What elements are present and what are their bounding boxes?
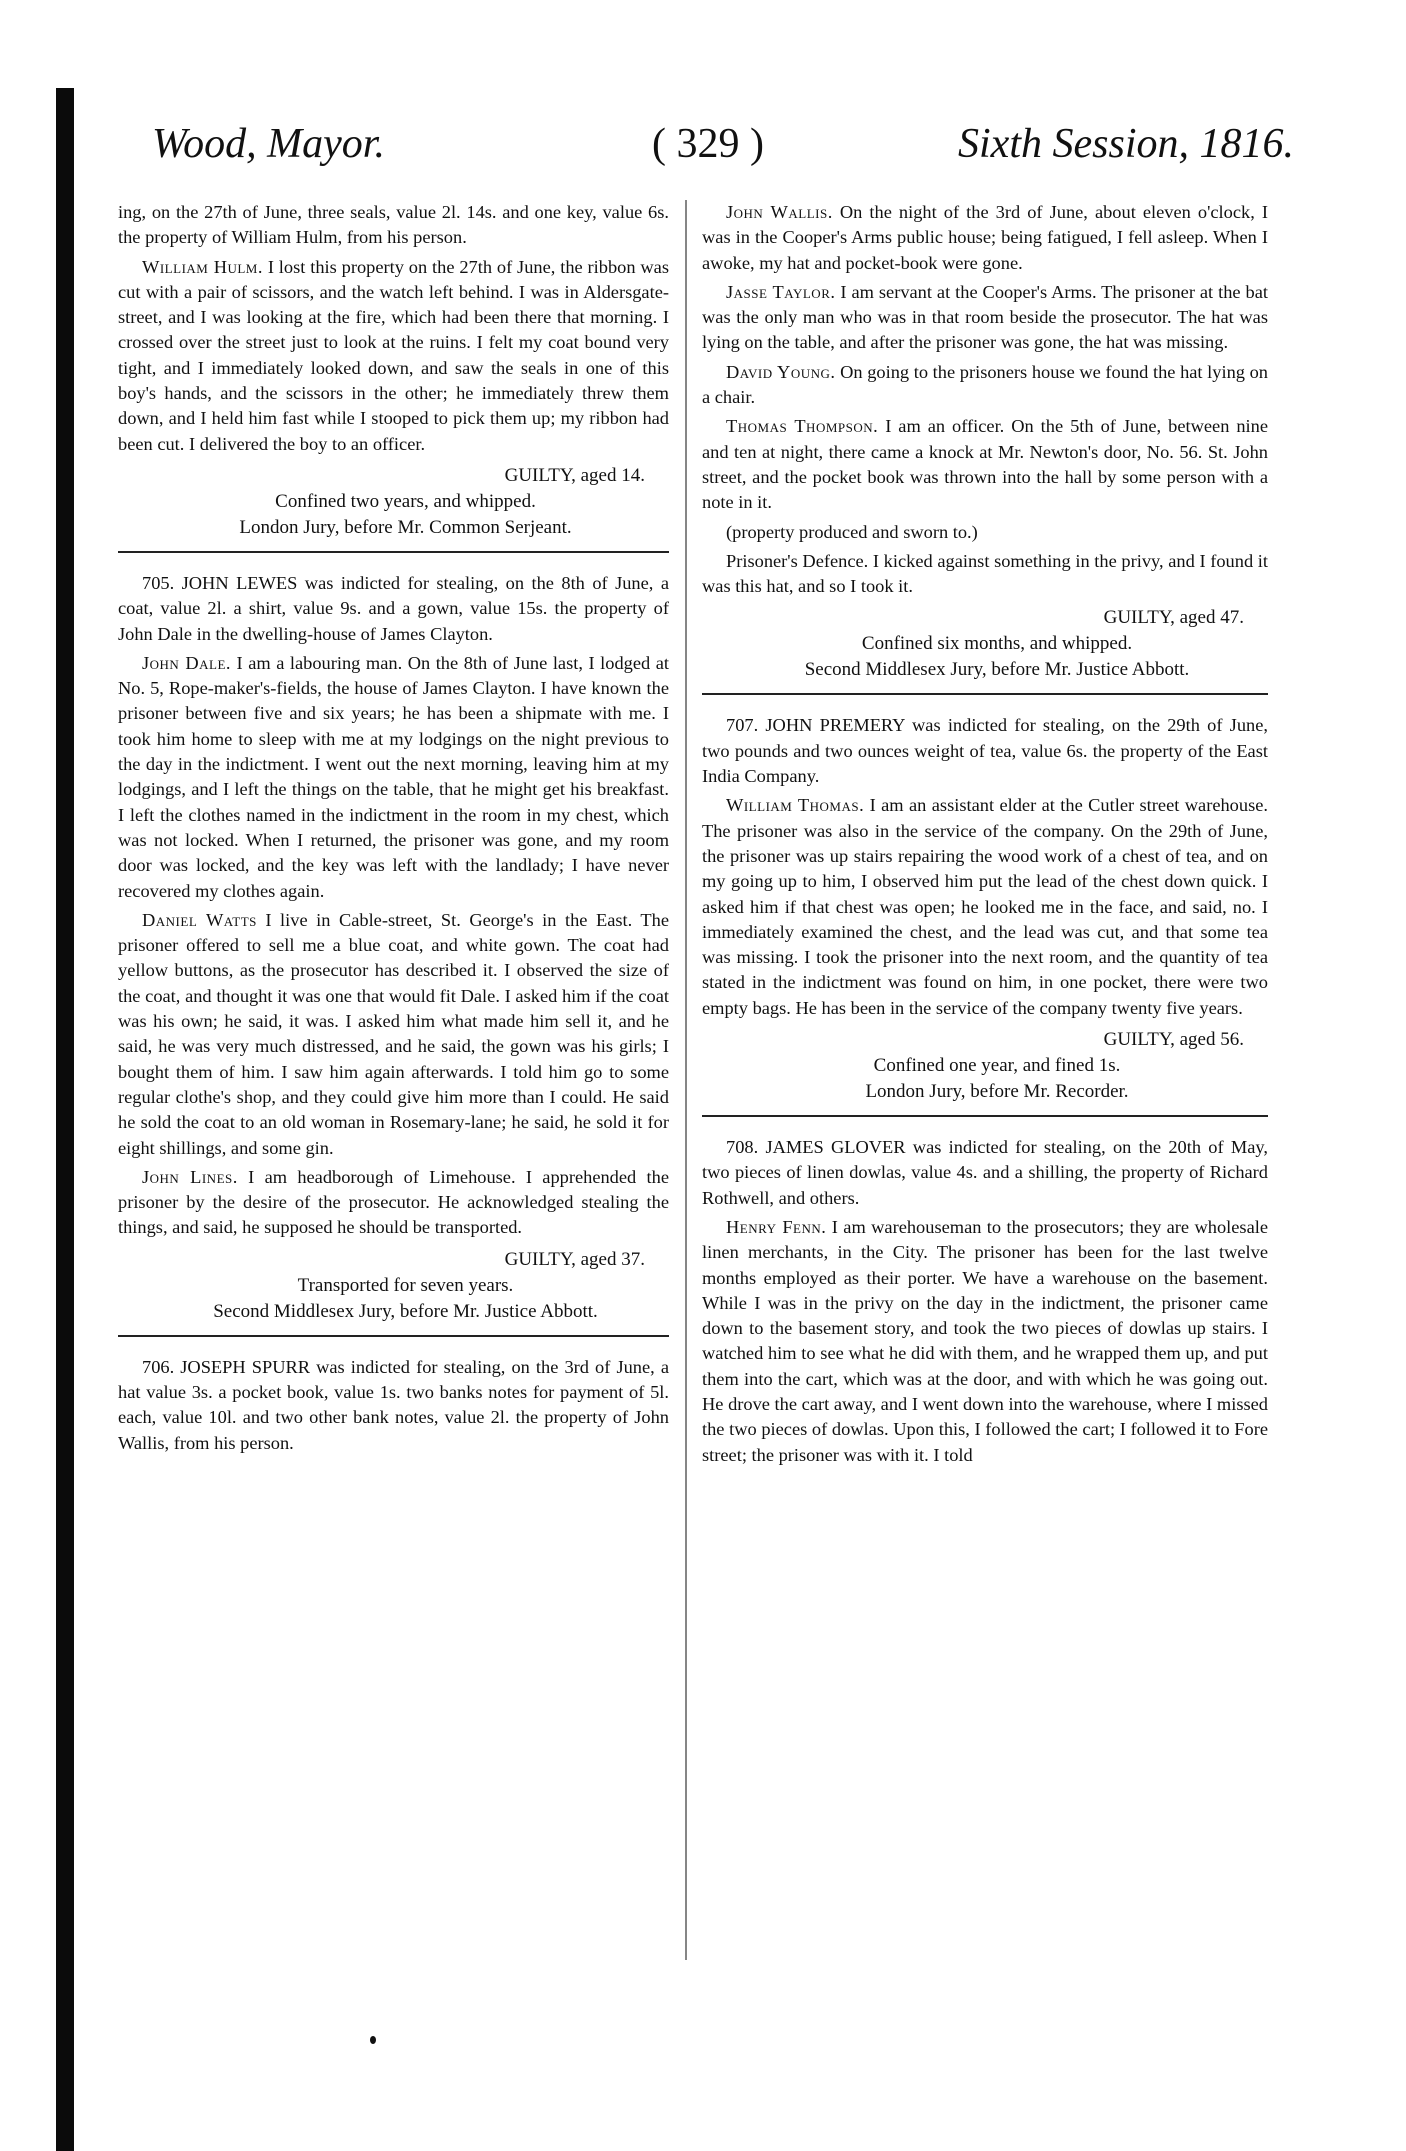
case-title: 708. JAMES GLOVER xyxy=(726,1137,906,1158)
testimony-paragraph xyxy=(702,1215,1268,1468)
case-indictment: was indicted for stealing, on the 20th of May, two pieces of linen dowlas, value 4s. and a shilling, the property of Richard Rothwell, and others. xyxy=(702,1137,1268,1208)
witness-name: John Dale. xyxy=(142,652,232,673)
case-706-intro xyxy=(118,1355,669,1456)
case-indictment: was indicted for stealing, on the 3rd of June, a hat value 3s. a pocket book, value 1s. two banks notes for payment of 5l. each, value 10l. and two other bank notes, value 2l. the property of John Wallis, from his person. xyxy=(118,1356,669,1453)
witness-name: John Wallis. xyxy=(726,202,833,222)
case-separator xyxy=(702,1115,1268,1117)
witness-name: William Hulm. xyxy=(142,256,263,277)
testimony-text: I lost this property on the 27th of June, the ribbon was cut with a pair of scissors, and the watch left behind. I was in Aldersgate-street, and I was looking at the fire, which had been there that morning. I crossed over the street just to look at the ruins. I felt my coat bound very tight, and I immediately looked down, and saw the seals in one of this boy's hands, and the scissors in the other; he immediately threw them down, and I held him fast while I stooped to pick them up; my ribbon had been cut. I delivered the boy to an officer. xyxy=(118,256,669,454)
case-indictment: was indicted for stealing, on the 29th of June, two pounds and two ounces weight of tea, value 6s. the property of the East India Company. xyxy=(702,715,1268,787)
jury-line: Second Middlesex Jury, before Mr. Justice Abbott. xyxy=(804,659,1190,681)
defence-paragraph xyxy=(702,549,1268,600)
jury-line: London Jury, before Mr. Common Serjeant. xyxy=(239,516,572,538)
case-708-intro xyxy=(702,1135,1268,1211)
testimony-paragraph xyxy=(118,255,669,457)
running-head-right: Sixth Session, 1816. xyxy=(958,121,1294,167)
jury-line: London Jury, before Mr. Recorder. xyxy=(865,1081,1129,1103)
witness-name: Daniel Watts xyxy=(142,909,257,930)
page-number: ( 329 ) xyxy=(652,121,764,167)
witness-name: David Young. xyxy=(726,361,836,382)
testimony-paragraph xyxy=(702,280,1268,356)
running-head-left: Wood, Mayor. xyxy=(152,121,385,167)
sentence: Transported for seven years. xyxy=(297,1274,514,1296)
sentence: Confined two years, and whipped. xyxy=(275,490,536,512)
testimony-text: I am a labouring man. On the 8th of June last, I lodged at No. 5, Rope-maker's-fields, the house of James Clayton. I have known the prisoner between five and six years; he has been a shipmate with me. I took him home to sleep with me at my lodgings on the night previous to the day in the indictment. I went out the next morning, leaving him at my lodgings, and I left the things on the table, that he might get his breakfast. I left the clothes named in the indictment in the room in my chest, which was not locked. When I returned, the prisoner was gone, and my room door was locked, and the key was left with the landlady; I have never recovered my clothes again. xyxy=(118,652,669,901)
case-separator xyxy=(702,693,1268,695)
testimony-paragraph xyxy=(702,414,1268,515)
testimony-paragraph xyxy=(702,793,1268,1021)
testimony-text: I am an officer. On the 5th of June, between nine and ten at night, there came a knock at Mr. Newton's door, No. 56. St. John street, and the pocket book was thrown into the hall by some person with a note in it. xyxy=(702,416,1269,513)
witness-name: Thomas Thompson. xyxy=(726,416,879,437)
right-column xyxy=(702,200,1268,1472)
case-separator xyxy=(118,1335,669,1337)
defence-label: Prisoner's Defence. xyxy=(726,550,869,571)
print-mark xyxy=(370,2036,376,2044)
testimony-paragraph xyxy=(702,200,1268,276)
case-title: 707. JOHN PREMERY xyxy=(726,715,905,736)
witness-name: John Lines. xyxy=(142,1166,238,1187)
testimony-text: On the night of the 3rd of June, about eleven o'clock, I was in the Cooper's Arms public house; being fatigued, I fell asleep. When I awoke, my hat and pocket-book were gone. xyxy=(702,202,1268,273)
verdict: GUILTY, aged 14. xyxy=(504,464,645,486)
binding-edge xyxy=(56,88,74,2151)
testimony-paragraph xyxy=(702,360,1268,411)
testimony-text: On going to the prisoners house we found the hat lying on a chair. xyxy=(702,361,1268,408)
column-divider xyxy=(685,200,687,1960)
left-column xyxy=(118,200,669,1460)
case-title: 705. JOHN LEWES xyxy=(142,572,298,593)
sentence: Confined one year, and fined 1s. xyxy=(873,1055,1121,1077)
case-title: 706. JOSEPH SPURR xyxy=(142,1356,311,1377)
sentence: Confined six months, and whipped. xyxy=(861,633,1133,655)
case-705-intro xyxy=(118,571,669,647)
testimony-text: I am warehouseman to the prosecutors; they are wholesale linen merchants, in the City. The prisoner has been for the last twelve months employed as their porter. We have a warehouse on the basement. While I was in the privy on the day in the indictment, the prisoner came down to the basement story, and took the two pieces of dowlas up stairs. I watched him to see what he did with them, and he wrapped them up, and put them into the cart, which was at the door, and with which he was going out. He drove the cart away, and I went down into the warehouse, where I missed the two pieces of dowlas. Upon this, I followed the cart; I followed it to Fore street; the prisoner was with it. I told xyxy=(702,1216,1269,1465)
jury-line: Second Middlesex Jury, before Mr. Justice Abbott. xyxy=(213,1300,598,1322)
testimony-text: I live in Cable-street, St. George's in the East. The prisoner offered to sell me a blue coat, and white gown. The coat had yellow buttons, as the prosecutor has described it. I observed the size of the coat, and thought it was one that would fit Dale. I asked him if the coat was his own; he said, it was. I asked him what made him sell it, and he said, he was very much distressed, and he said, the gown was his girls; I bought them of him. I saw him again afterwards. I told him go to some regular clothe's shop, and they could give him more than I could. He said he sold the coat to an old woman in Rosemary-lane; he said, he sold it for eight shillings, and some gin. xyxy=(118,909,669,1158)
verdict: GUILTY, aged 37. xyxy=(504,1248,645,1270)
testimony-paragraph xyxy=(118,1165,669,1241)
case-707-intro xyxy=(702,713,1268,789)
defence-text: I kicked against something in the privy, and I found it was this hat, and so I took it. xyxy=(702,550,1268,597)
verdict: GUILTY, aged 47. xyxy=(1103,607,1244,629)
testimony-paragraph xyxy=(118,651,669,904)
testimony-text: I am servant at the Cooper's Arms. The prisoner at the bat was the only man who was in that room beside the prosecutor. The hat was lying on the table, and after the prisoner was gone, the hat was missing. xyxy=(702,281,1268,353)
witness-name: Jasse Taylor. xyxy=(726,281,836,302)
case-continuation-text: ing, on the 27th of June, three seals, value 2l. 14s. and one key, value 6s. the property of William Hulm, from his person. xyxy=(118,202,669,248)
witness-name: Henry Fenn. xyxy=(726,1216,827,1237)
case-separator xyxy=(118,551,669,553)
page-header xyxy=(152,120,1294,180)
evidence-note: (property produced and sworn to.) xyxy=(726,521,978,542)
witness-name: William Thomas. xyxy=(726,795,865,816)
testimony-text: I am an assistant elder at the Cutler street warehouse. The prisoner was also in the service of the company. On the 29th of June, the prisoner was up stairs repairing the wood work of a chest of tea, and on my going up to him, I observed him put the lead of the chest down quick. I asked him if that chest was open; he looked me in the face, and said, no. I immediately examined the chest, and the lead was cut, and that some tea was missing. I took the prisoner into the next room, and the quantity of tea stated in the indictment was found on him, in one pocket, there were two empty bags. He has been in the service of the company twenty five years. xyxy=(702,795,1268,1018)
case-indictment: was indicted for stealing, on the 8th of June, a coat, value 2l. a shirt, value 9s. and a gown, value 15s. the property of John Dale in the dwelling-house of James Clayton. xyxy=(118,572,669,644)
verdict: GUILTY, aged 56. xyxy=(1103,1029,1244,1051)
testimony-paragraph xyxy=(118,908,669,1161)
testimony-text: I am headborough of Limehouse. I apprehended the prisoner by the desire of the prosecutor. He acknowledged stealing the things, and said, he supposed he should be transported. xyxy=(118,1166,669,1238)
